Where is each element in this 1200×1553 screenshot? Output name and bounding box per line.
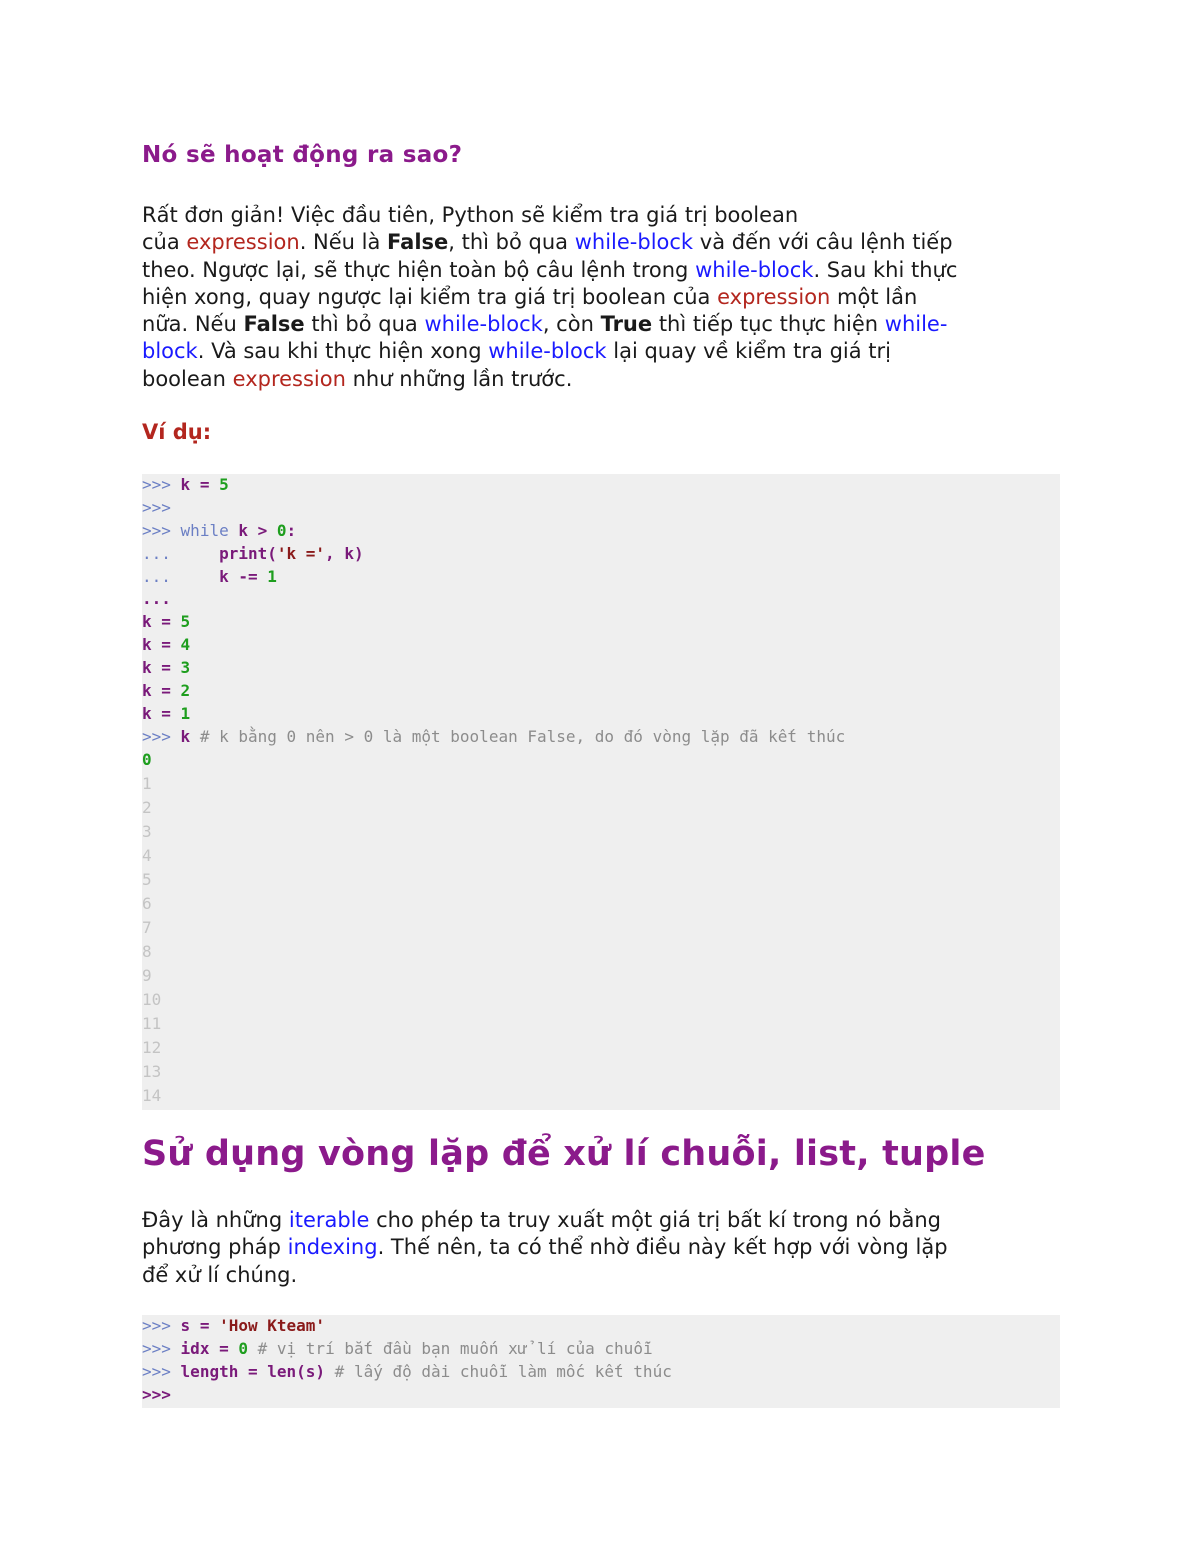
code-var: idx [180, 1338, 210, 1358]
text: . Và sau khi thực hiện xong [197, 339, 489, 364]
code-fn: , k) [325, 543, 364, 563]
line-number: 4 [142, 845, 152, 865]
code-num: 4 [180, 635, 191, 655]
prompt: >>> [142, 1361, 171, 1381]
code-comment: # vị trí bắt đầu bạn muốn xử lí của chuỗi [248, 1338, 653, 1358]
code-num: 1 [267, 566, 277, 586]
line-number: 9 [142, 965, 152, 985]
code-line [142, 474, 1060, 497]
code-num: 0 [238, 1338, 248, 1358]
line-number: 13 [142, 1061, 162, 1081]
line-number: 14 [142, 1085, 162, 1105]
code-op: = [151, 703, 181, 723]
text: nữa. Nếu [142, 312, 244, 337]
code-comment: # k bằng 0 nên > 0 là một boolean False, do đó vòng lặp đã kết thúc [199, 726, 846, 746]
term-iterable: iterable [288, 1208, 370, 1232]
paragraph-explanation [142, 202, 957, 393]
code-num: 3 [180, 658, 191, 678]
term-expression: expression [232, 366, 346, 391]
text: . Sau khi thực [813, 257, 958, 282]
code-line [142, 726, 1060, 749]
term-while-block: while-block [695, 257, 814, 282]
text: , thì bỏ qua [448, 230, 575, 255]
code-num: 1 [180, 703, 191, 723]
line-number: 1 [142, 773, 152, 793]
text: boolean [142, 366, 233, 391]
prompt: >>> [142, 726, 171, 746]
output-line [142, 657, 1060, 680]
text: thì tiếp tục thực hiện [652, 312, 885, 337]
code-op: = [151, 635, 181, 655]
code-op: = [190, 1316, 220, 1335]
code-num: 0 [142, 749, 152, 769]
term-expression: expression [717, 284, 831, 309]
text: của [142, 230, 187, 255]
code-var: k [142, 635, 152, 655]
code-line [142, 1361, 1060, 1384]
code-line [142, 497, 1060, 520]
text: cho phép ta truy xuất một giá trị bất kí trong nó bằng [369, 1208, 941, 1232]
main-heading: Sử dụng vòng lặp để xử lí chuỗi, list, tuple [142, 1134, 986, 1174]
code-op: = [151, 612, 181, 632]
text: , còn [542, 312, 601, 337]
code-comment: # lấy độ dài chuỗi làm mốc kết thúc [325, 1361, 672, 1381]
text: và đến với câu lệnh tiếp [693, 230, 953, 255]
code-line [142, 543, 1060, 566]
text: để xử lí chúng. [142, 1262, 298, 1287]
prompt: ... [142, 589, 171, 609]
code-op: = [151, 658, 181, 678]
line-number: 2 [142, 797, 152, 817]
term-while-block: while-block [424, 312, 543, 337]
code-var: k [142, 703, 152, 723]
code-num: 5 [219, 475, 229, 494]
text: theo. Ngược lại, sẽ thực hiện toàn bộ câu lệnh trong [142, 257, 696, 282]
line-number: 7 [142, 917, 152, 937]
prompt: ... [142, 543, 171, 563]
output-line [142, 749, 1060, 772]
term-expression: expression [186, 230, 300, 255]
code-op: = [190, 475, 220, 494]
output-line [142, 611, 1060, 634]
term-while-block: while-block [488, 339, 607, 364]
code-keyword: while [180, 520, 229, 540]
code-block-string-example [142, 1315, 1060, 1408]
code-string: 'k =' [276, 543, 326, 563]
text: thì bỏ qua [304, 312, 425, 337]
section-heading: Nó sẽ hoạt động ra sao? [142, 142, 463, 168]
code-line [142, 588, 1060, 611]
text: phương pháp [142, 1235, 288, 1260]
code-var: k [180, 475, 191, 494]
code-op: = [151, 681, 181, 701]
code-num: 0 [276, 520, 287, 540]
code-var: s [180, 1316, 191, 1335]
line-number: 12 [142, 1037, 162, 1057]
code-line [142, 1338, 1060, 1361]
text: Đây là những [142, 1208, 289, 1232]
output-line [142, 634, 1060, 657]
code-num: 5 [180, 612, 191, 632]
text: như những lần trước. [345, 366, 573, 391]
code-block-while-example [142, 474, 1060, 1110]
code-line [142, 520, 1060, 543]
output-line [142, 680, 1060, 703]
code-var: k [142, 612, 152, 632]
line-number: 3 [142, 821, 152, 841]
term-while-block: while-block [574, 230, 694, 255]
line-number: 11 [142, 1013, 162, 1033]
line-number: 5 [142, 869, 152, 889]
text: hiện xong, quay ngược lại kiểm tra giá trị boolean của [142, 284, 718, 309]
code-var: k [142, 658, 152, 678]
code-line [142, 566, 1060, 589]
code-var: length [180, 1361, 239, 1381]
text: . Nếu là [299, 230, 388, 255]
code-op: > [248, 520, 277, 540]
text: . Thế nên, ta có thể nhờ điều này kết hợp với vòng lặp [377, 1235, 948, 1260]
term-false: False [387, 230, 449, 255]
output-line [142, 703, 1060, 726]
code-num: 2 [180, 681, 191, 701]
text: Rất đơn giản! Việc đầu tiên, Python sẽ kiểm tra giá trị boolean [142, 203, 799, 227]
prompt: >>> [142, 520, 171, 540]
code-line [142, 1315, 1060, 1338]
text: lại quay về kiểm tra giá trị [606, 339, 891, 364]
paragraph-iterable [142, 1207, 948, 1289]
prompt: ... [142, 566, 171, 586]
prompt: >>> [142, 1316, 171, 1335]
code-line [142, 1384, 1060, 1407]
code-op: = [238, 1361, 268, 1381]
line-number: 8 [142, 941, 152, 961]
code-op: : [286, 520, 297, 540]
term-while-block: block [142, 339, 198, 364]
term-while-block: while- [884, 312, 948, 337]
term-true: True [600, 312, 653, 337]
prompt: >>> [142, 497, 171, 517]
code-op: -= [228, 566, 268, 586]
prompt: >>> [142, 1384, 171, 1404]
code-var: k [219, 566, 229, 586]
term-false: False [243, 312, 305, 337]
code-fn: len(s) [267, 1361, 326, 1381]
code-var: k [142, 681, 152, 701]
line-number: 10 [142, 989, 162, 1009]
line-number: 6 [142, 893, 152, 913]
code-var: k [238, 520, 248, 540]
code-string: 'How Kteam' [219, 1316, 326, 1335]
term-indexing: indexing [287, 1235, 378, 1260]
prompt: >>> [142, 1338, 171, 1358]
example-label: Ví dụ: [142, 420, 212, 444]
code-fn: print( [219, 543, 277, 563]
code-var: k [180, 726, 191, 746]
prompt: >>> [142, 475, 171, 494]
text: một lần [830, 284, 918, 309]
code-op: = [209, 1338, 239, 1358]
